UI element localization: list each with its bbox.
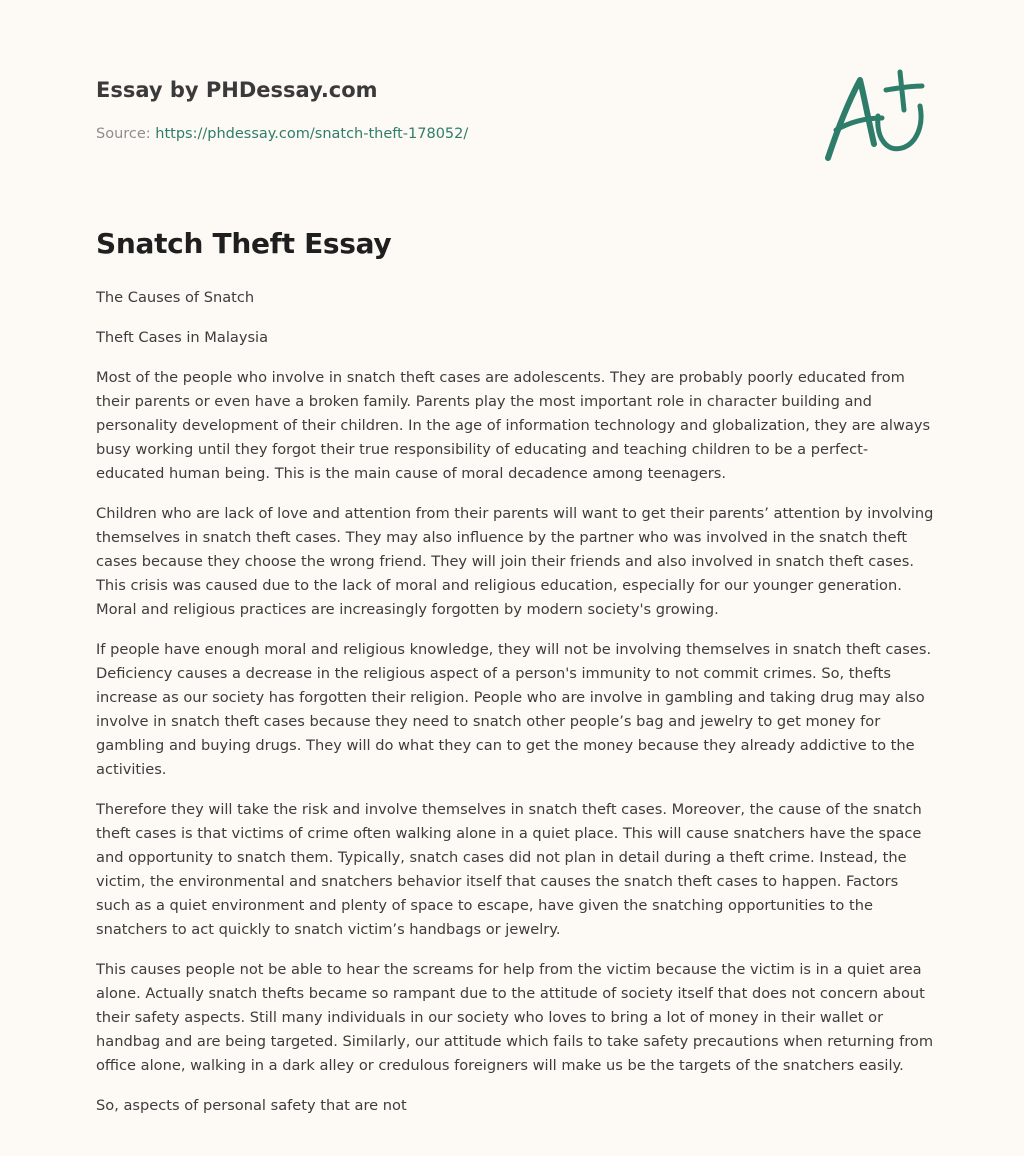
essay-paragraph: If people have enough moral and religious knowledge, they will not be involving themselves in snatch theft cases. Deficiency causes a decrease in the religious aspect of a person's immunity to not commit crimes. So, thefts increase as our society has forgotten their religion. People who are involve in gambling and taking drug may also involve in snatch theft cases because they need to snatch other people’s bag and jewelry to get money for gambling and buying drugs. They will do what they can to get the money because they already addictive to the activities. xyxy=(96,641,932,778)
source-link[interactable]: https://phdessay.com/snatch-theft-178052/ xyxy=(155,126,469,142)
essay-paragraph: This causes people not be able to hear the screams for help from the victim because the victim is in a quiet area alone. Actually snatch thefts became so rampant due to the attitude of society itself that does not concern about their safety aspects. Still many individuals in our society who loves to bring a lot of money in their wallet or handbag and are being targeted. Similarly, our attitude which fails to take safety precautions when returning from office alone, walking in a dark alley or credulous foreigners will make us be the targets of the snatchers easily. xyxy=(96,961,934,1074)
a-plus-icon xyxy=(820,66,930,166)
essay-paragraph: Theft Cases in Malaysia xyxy=(96,329,269,346)
essay-paragraph: So, aspects of personal safety that are not xyxy=(96,1097,407,1114)
essay-body xyxy=(96,286,936,1134)
essay-paragraph: Therefore they will take the risk and involve themselves in snatch theft cases. Moreover, the cause of the snatch theft cases is that victims of crime often walking alone in a quiet place. This will cause snatchers have the space and opportunity to snatch them. Typically, snatch cases did not plan in detail during a theft crime. Instead, the victim, the environmental and snatchers behavior itself that causes the snatch theft cases to happen. Factors such as a quiet environment and plenty of space to escape, have given the snatching opportunities to the snatchers to act quickly to snatch victim’s handbags or jewelry. xyxy=(96,801,922,938)
source-line xyxy=(96,124,468,144)
source-label: Source: xyxy=(96,126,156,142)
essay-paragraph: Most of the people who involve in snatch theft cases are adolescents. They are probably poorly educated from their parents or even have a broken family. Parents play the most important role in character building and personality development of their children. In the age of information technology and globalization, they are always busy working until they forgot their true responsibility of educating and teaching children to be a perfect-educated human being. This is the main cause of moral decadence among teenagers. xyxy=(96,369,931,482)
essay-paragraph: Children who are lack of love and attention from their parents will want to get their parents’ attention by involving themselves in snatch theft cases. They may also influence by the partner who was involved in the snatch theft cases because they choose the wrong friend. They will join their friends and also involved in snatch theft cases. This crisis was caused due to the lack of moral and religious education, especially for our younger generation. Moral and religious practices are increasingly forgotten by modern society's growing. xyxy=(96,505,934,618)
essay-title: Snatch Theft Essay xyxy=(96,227,392,260)
essay-paragraph: The Causes of Snatch xyxy=(96,289,255,306)
site-title: Essay by PHDessay.com xyxy=(96,78,378,102)
